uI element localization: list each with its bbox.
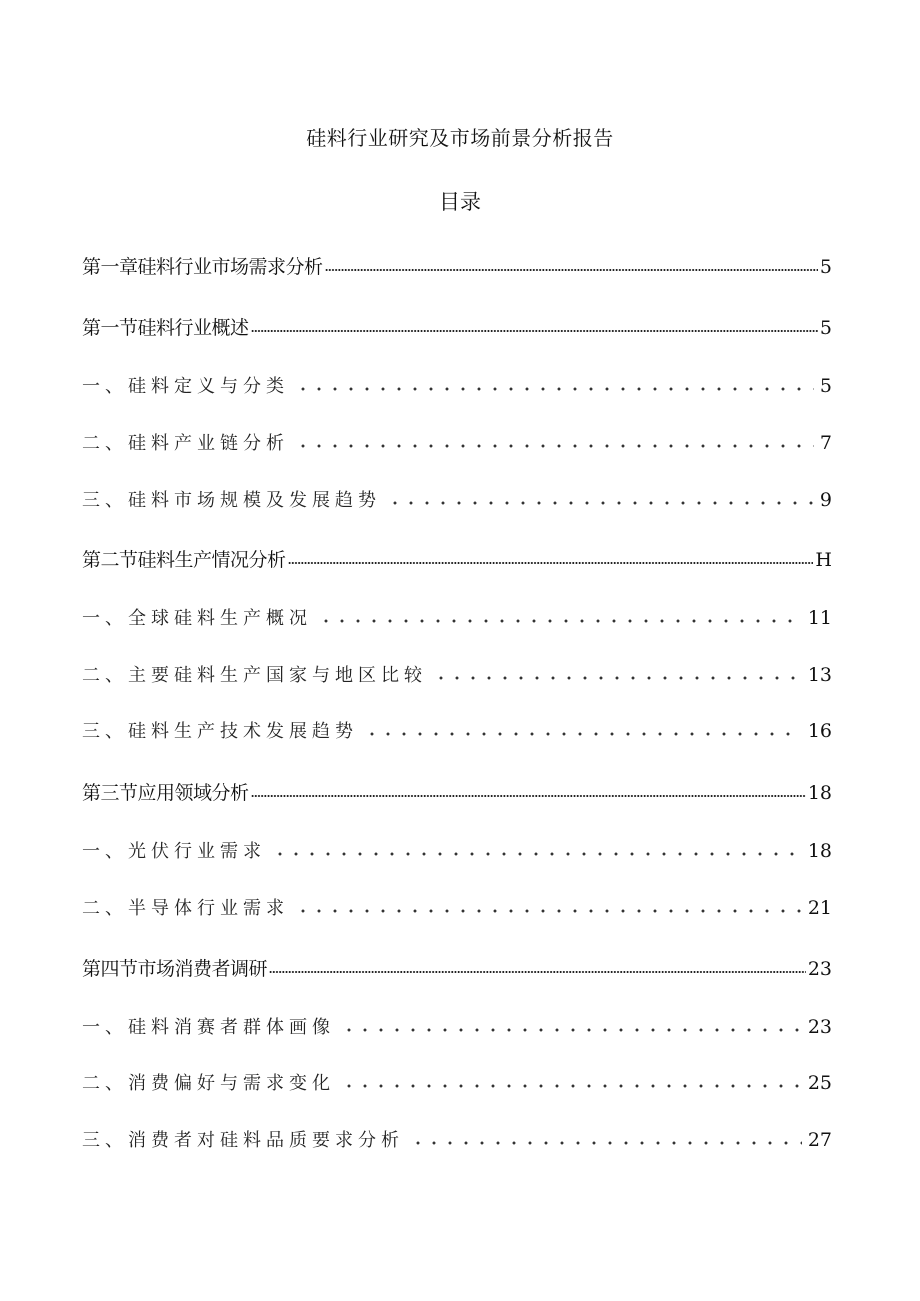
toc-entry-label: 一、光伏行业需求 — [82, 841, 266, 862]
toc-entry-page: 7 — [819, 432, 832, 454]
toc-entry-label: 一、全球硅料生产概况 — [82, 608, 312, 629]
toc-entry[interactable] — [82, 429, 832, 457]
toc-entry-page: 23 — [807, 1016, 832, 1038]
dot-leader — [251, 793, 806, 799]
dot-leader — [251, 328, 818, 334]
dot-leader — [410, 1140, 802, 1146]
toc-entry-page: 18 — [807, 782, 832, 804]
toc-entry[interactable] — [82, 1126, 832, 1154]
toc-entry-page: 11 — [807, 607, 832, 629]
toc-entry-label: 三、消费者对硅料品质要求分析 — [82, 1130, 404, 1151]
toc-entry-label: 第一章硅料行业市场需求分析 — [82, 256, 323, 278]
dot-leader — [341, 1027, 802, 1033]
toc-entry-label: 第一节硅料行业概述 — [82, 317, 249, 339]
toc-entry-label: 二、消费偏好与需求变化 — [82, 1073, 335, 1094]
toc-entry-label: 三、硅料生产技术发展趋势 — [82, 721, 358, 742]
toc-entry-label: 二、硅料产业链分析 — [82, 433, 289, 454]
dot-leader — [295, 443, 814, 449]
dot-leader — [269, 969, 806, 975]
dot-leader — [288, 560, 814, 566]
toc-entry[interactable] — [82, 778, 832, 806]
toc-entry-label: 第二节硅料生产情况分析 — [82, 549, 286, 571]
toc-entry-page: 25 — [807, 1072, 832, 1094]
toc-entry-page: 27 — [807, 1129, 832, 1151]
toc-entry[interactable] — [82, 604, 832, 632]
toc-entry[interactable] — [82, 313, 832, 341]
toc-entry-page: 18 — [807, 840, 832, 862]
dot-leader — [318, 618, 802, 624]
dot-leader — [433, 675, 802, 681]
toc-entry[interactable] — [82, 1069, 832, 1097]
dot-leader — [295, 908, 802, 914]
toc-entry-page: H — [815, 549, 832, 571]
dot-leader — [387, 500, 814, 506]
toc-entry-label: 二、半导体行业需求 — [82, 898, 289, 919]
toc-entry-page: 23 — [807, 958, 832, 980]
toc-entry-label: 二、主要硅料生产国家与地区比较 — [82, 665, 427, 686]
toc-entry-page: 5 — [819, 256, 832, 278]
toc-entry[interactable] — [82, 545, 832, 573]
toc-entry[interactable] — [82, 486, 832, 514]
toc-entry-page: 21 — [807, 897, 832, 919]
dot-leader — [364, 731, 802, 737]
toc-entry-label: 第四节市场消费者调研 — [82, 958, 268, 980]
toc-entry-page: 13 — [807, 664, 832, 686]
dot-leader — [341, 1083, 802, 1089]
toc-entry-label: 三、硅料市场规模及发展趋势 — [82, 490, 381, 511]
toc-entry-label: 第三节应用领域分析 — [82, 782, 249, 804]
toc-entry[interactable] — [82, 717, 832, 745]
toc-entry[interactable] — [82, 1013, 832, 1041]
toc-entry[interactable] — [82, 837, 832, 865]
dot-leader — [325, 267, 818, 273]
dot-leader — [295, 386, 814, 392]
dot-leader — [272, 851, 802, 857]
toc-entry[interactable] — [82, 372, 832, 400]
toc-entry-page: 5 — [819, 375, 832, 397]
toc-entry-label: 一、硅料定义与分类 — [82, 376, 289, 397]
toc-entry[interactable] — [82, 661, 832, 689]
toc-entry-label: 一、硅料消赛者群体画像 — [82, 1017, 335, 1038]
toc-entry-page: 5 — [819, 317, 832, 339]
toc-entry[interactable] — [82, 894, 832, 922]
toc-entry-page: 16 — [807, 720, 832, 742]
toc-entry[interactable] — [82, 252, 832, 280]
document-title: 硅料行业研究及市场前景分析报告 — [306, 126, 614, 150]
toc-entry[interactable] — [82, 954, 832, 982]
toc-heading: 目录 — [439, 190, 481, 214]
toc-entry-page: 9 — [819, 489, 832, 511]
